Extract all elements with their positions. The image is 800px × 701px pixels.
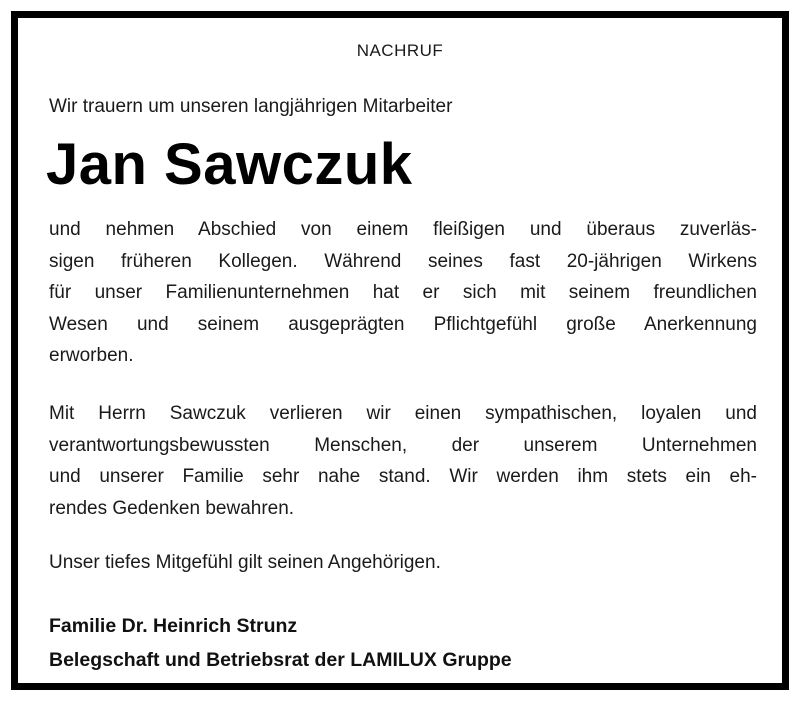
- text-line: sigen früheren Kollegen. Während seines fast 20-jährigen Wirkens: [49, 250, 757, 272]
- text-line: Wesen und seinem ausgeprägten Pflichtgefühl große Anerkennung: [49, 313, 757, 335]
- text-line: Unser tiefes Mitgefühl gilt seinen Angehörigen.: [49, 552, 441, 573]
- text-line: rendes Gedenken bewahren.: [49, 497, 295, 519]
- signer-staff: Belegschaft und Betriebsrat der LAMILUX Gruppe: [49, 649, 512, 671]
- notice-heading: NACHRUF: [356, 41, 444, 60]
- intro-line: Wir trauern um unseren langjährigen Mitarbeiter: [49, 96, 453, 117]
- paragraph-condolence: [49, 547, 757, 579]
- signer-family: Familie Dr. Heinrich Strunz: [49, 615, 298, 637]
- paragraph-tribute: [49, 398, 757, 524]
- text-line: und unserer Familie sehr nahe stand. Wir werden ihm stets ein eh-: [49, 466, 757, 487]
- deceased-name: Jan Sawczuk: [46, 132, 413, 197]
- text-line: für unser Familienunternehmen hat er sich mit seinem freundlichen: [49, 282, 757, 303]
- text-line: und nehmen Abschied von einem fleißigen und überaus zuverläs-: [49, 219, 757, 240]
- paragraph-farewell: [49, 214, 757, 372]
- obituary-frame: [11, 11, 789, 690]
- text-line: verantwortungsbewussten Menschen, der unserem Unternehmen: [49, 434, 757, 456]
- text-line: erworben.: [49, 345, 134, 366]
- text-line: Mit Herrn Sawczuk verlieren wir einen sympathischen, loyalen und: [49, 403, 757, 424]
